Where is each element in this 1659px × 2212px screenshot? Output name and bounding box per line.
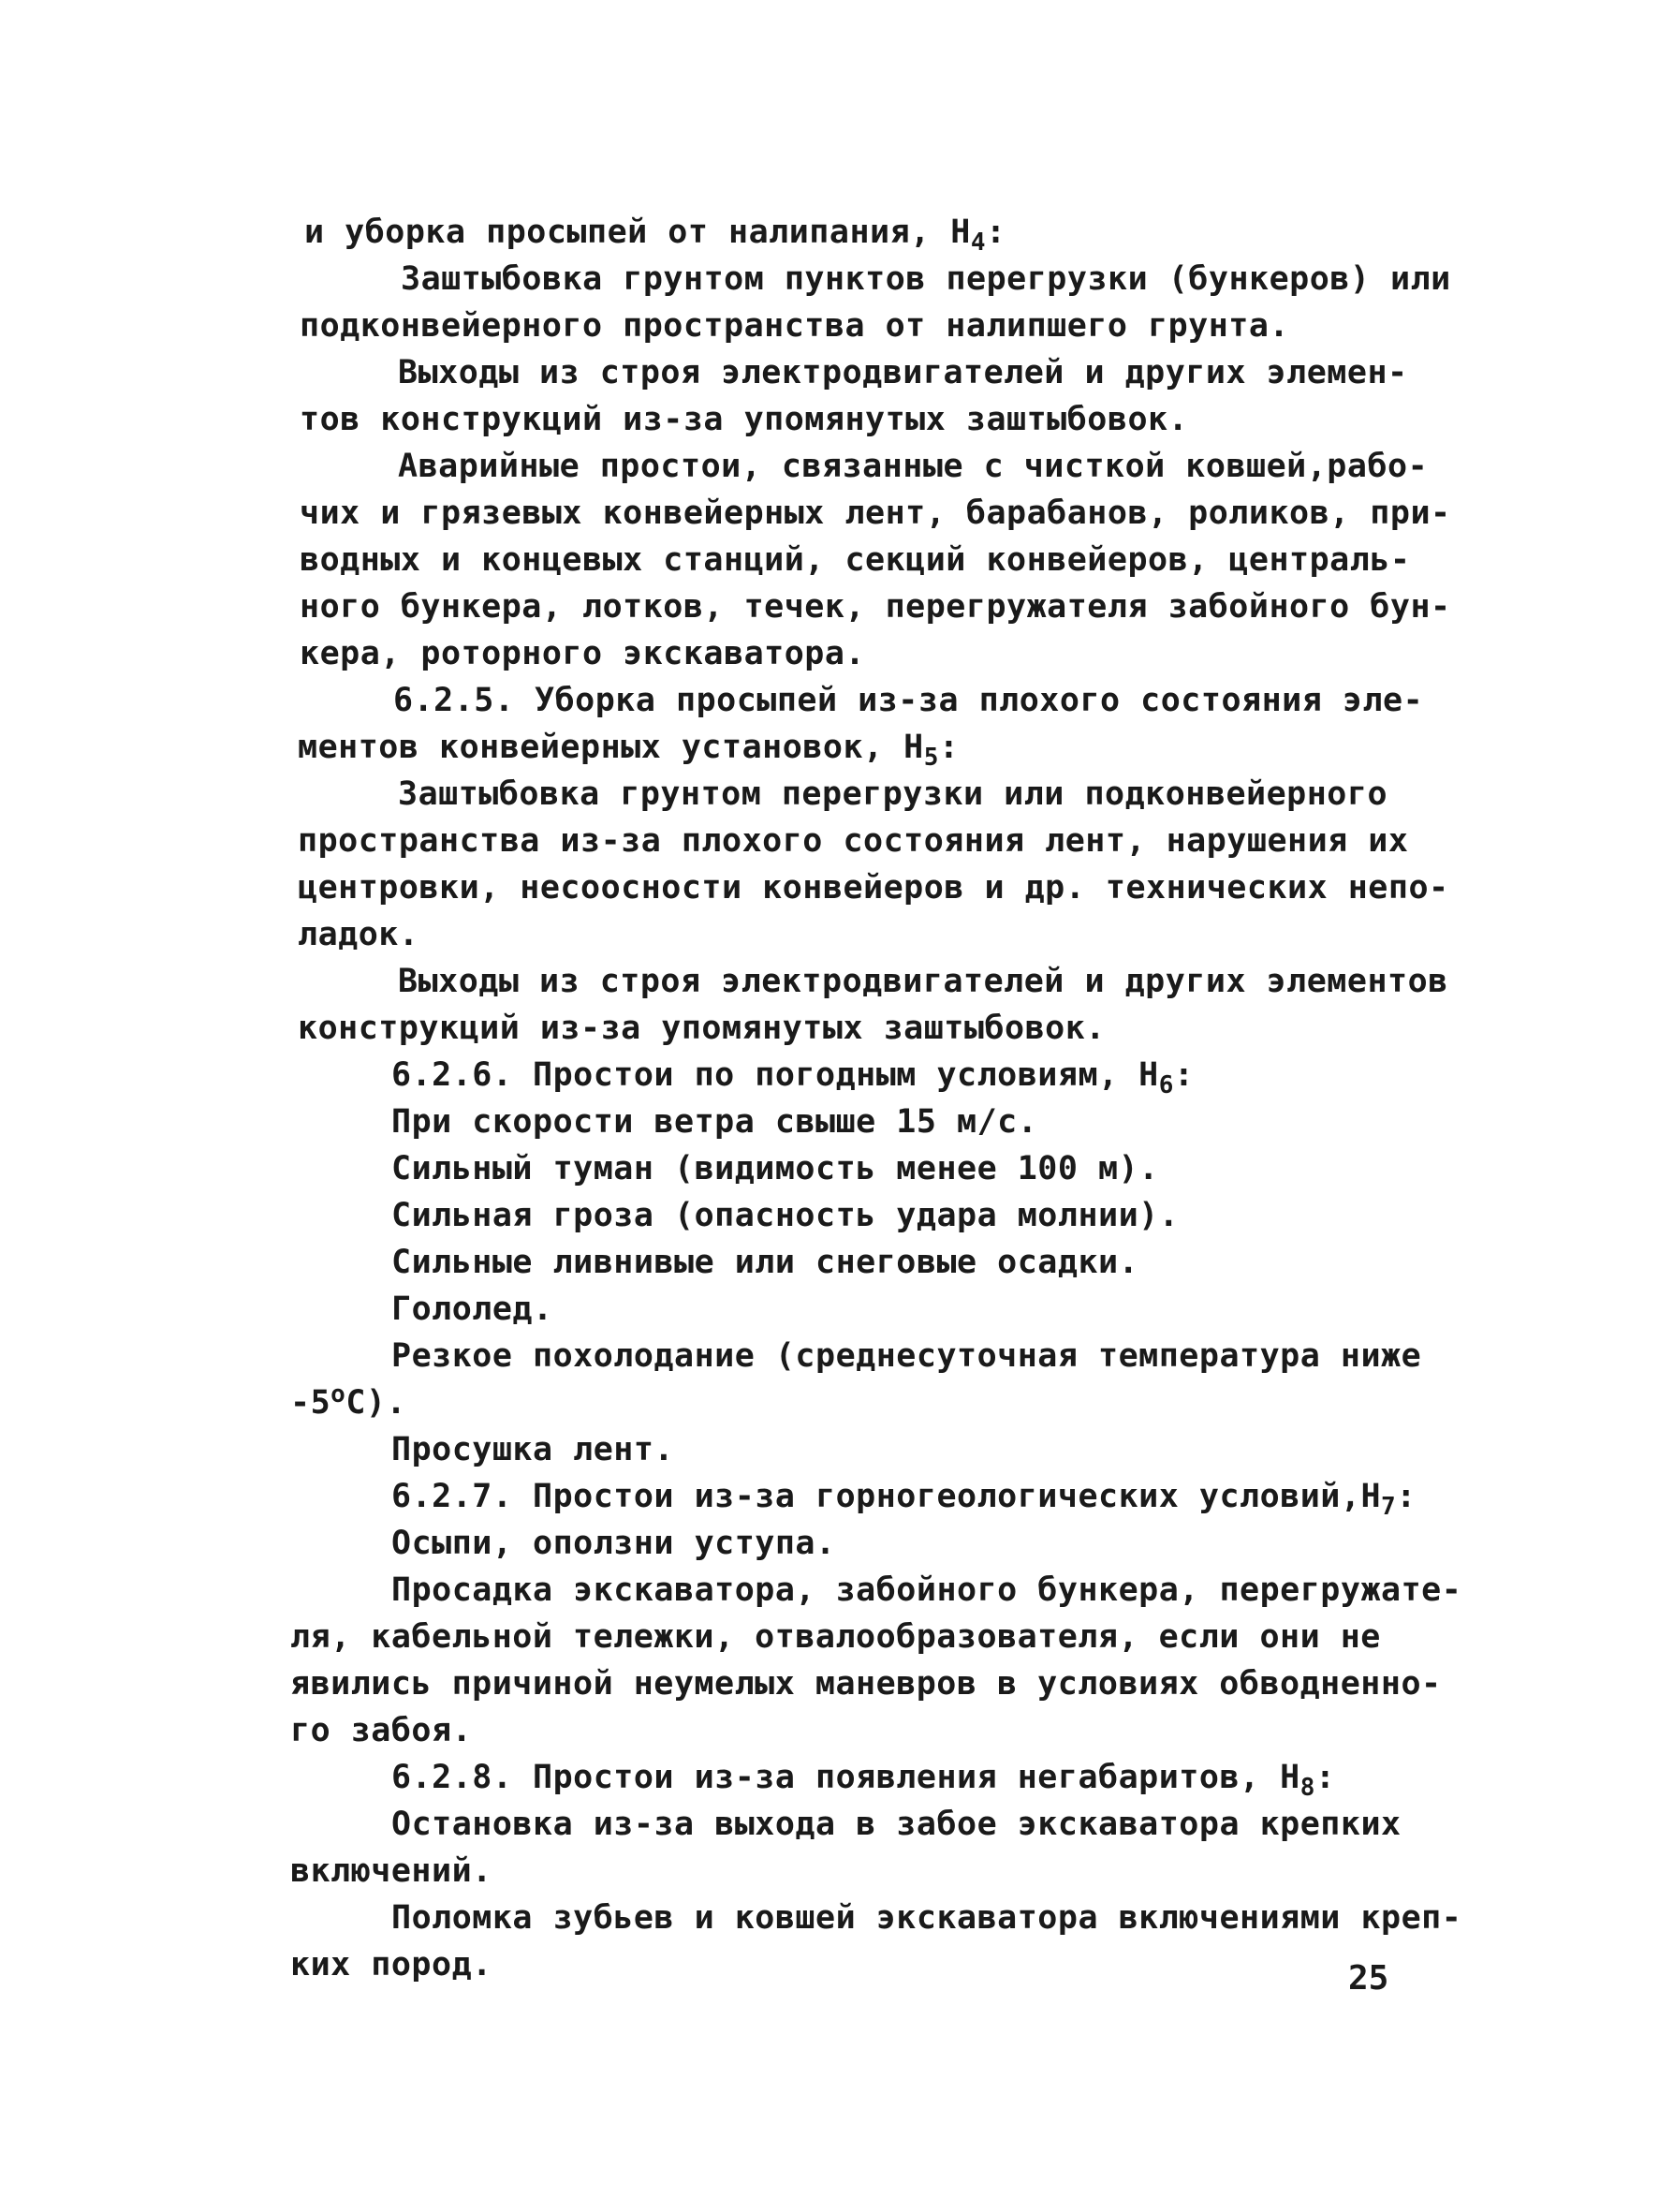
text-line: Просадка экскаватора, забойного бункера, перегружате- <box>391 1571 1462 1609</box>
text-line: Сильная гроза (опасность удара молнии). <box>391 1197 1180 1234</box>
text-line: $-5^оС$). <box>290 1380 407 1422</box>
text-line: Гололед. <box>391 1290 553 1328</box>
text-line: 6.2.5. Уборка просыпей из-за плохого состояния эле- <box>393 682 1424 719</box>
text-line: го забоя. <box>290 1712 473 1749</box>
text-line: включений. <box>290 1852 492 1890</box>
text-line: ладок. <box>298 916 419 953</box>
text-line: Аварийные простои, связанные с чисткой ковшей,рабо- <box>398 448 1429 485</box>
text-line: Поломка зубьев и ковшей экскаватора включениями креп- <box>391 1899 1462 1937</box>
text-line: тов конструкций из-за упомянутых заштыбовок. <box>300 401 1189 438</box>
text-line: пространства из-за плохого состояния лент, нарушения их <box>298 822 1409 860</box>
text-line: Просушка лент. <box>391 1431 675 1468</box>
text-line: подконвейерного пространства от налипшего грунта. <box>300 307 1290 345</box>
text-line: центровки, несоосности конвейеров и др. технических непо- <box>298 869 1449 907</box>
text-line: кера, роторного экскаватора. <box>300 635 866 672</box>
text-line: Выходы из строя электродвигателей и других элементов <box>398 963 1448 1000</box>
page-number: 25 <box>1348 1959 1389 1998</box>
text-line: и уборка просыпей от налипания, $Н_4$: <box>304 214 1006 257</box>
text-line: чих и грязевых конвейерных лент, барабанов, роликов, при- <box>300 494 1451 532</box>
text-line: Выходы из строя электродвигателей и других элемен- <box>398 354 1408 391</box>
text-line: Сильный туман (видимость менее 100 м). <box>391 1150 1159 1187</box>
text-line: ного бункера, лотков, течек, перегружателя забойного бун- <box>300 588 1451 626</box>
text-line: 6.2.6. Простои по погодным условиям, $Н_6$: <box>391 1056 1195 1099</box>
text-line: При скорости ветра свыше 15 м/с. <box>391 1103 1038 1141</box>
text-line: ких пород. <box>290 1946 492 1983</box>
text-line: Заштыбовка грунтом пунктов перегрузки (бункеров) или <box>401 260 1451 298</box>
text-line: 6.2.7. Простои из-за горногеологических $условий,Н_7$: <box>391 1478 1417 1521</box>
text-line: Заштыбовка грунтом перегрузки или подконвейерного <box>398 775 1388 813</box>
text-line: ментов конвейерных установок, $Н_5$: <box>298 729 960 772</box>
text-line: Осыпи, оползни уступа. <box>391 1525 836 1562</box>
text-line: Сильные ливнивые или снеговые осадки. <box>391 1244 1139 1281</box>
text-line: водных и концевых станций, секций конвейеров, централь- <box>300 541 1411 579</box>
text-line: явились причиной неумелых маневров в условиях обводненно- <box>290 1665 1442 1703</box>
text-line: Остановка из-за выхода в забое экскаватора крепких <box>391 1806 1402 1843</box>
text-line: Резкое похолодание (среднесуточная температура ниже <box>391 1337 1422 1375</box>
text-line: конструкций из-за упомянутых заштыбовок. <box>298 1010 1106 1047</box>
text-line: ля, кабельной тележки, отвалообразователя, если они не <box>290 1618 1381 1656</box>
text-line: 6.2.8. Простои из-за появления негабаритов, $Н_8$: <box>391 1759 1336 1802</box>
